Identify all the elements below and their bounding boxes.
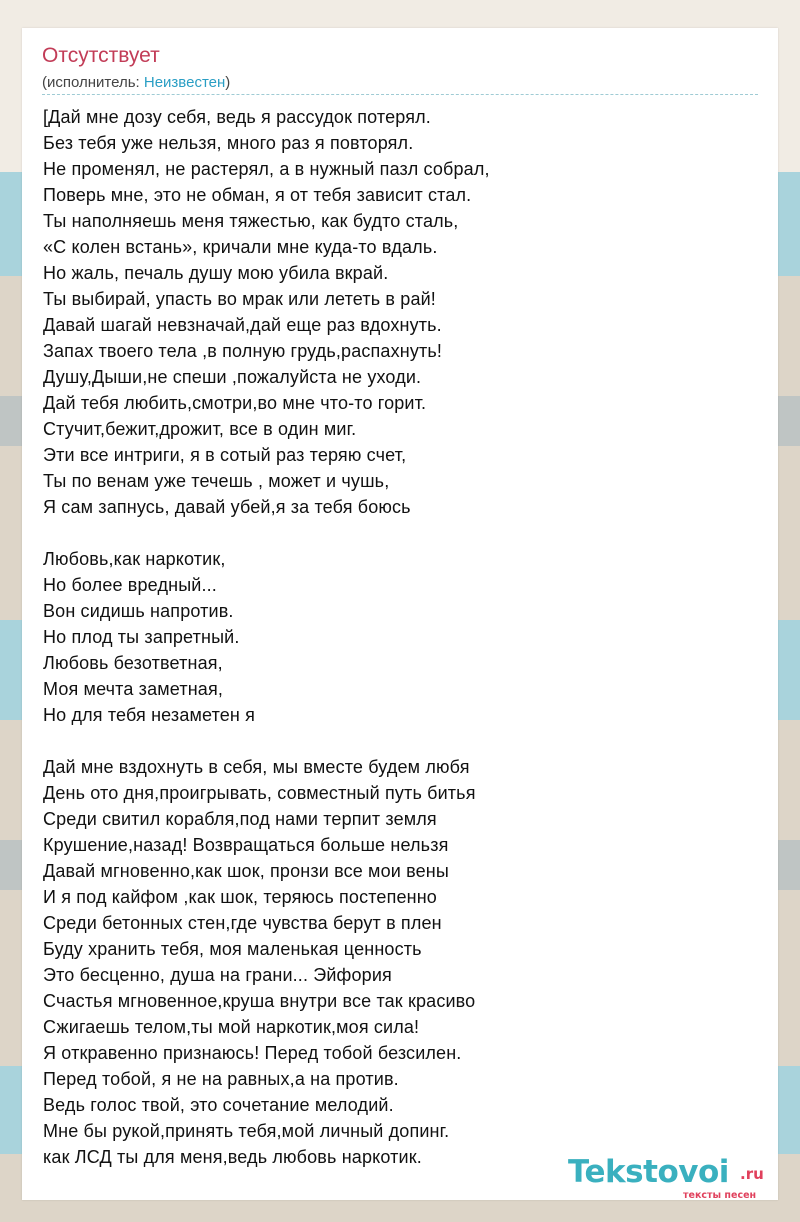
lyric-line: Но жаль, печаль душу мою убила вкрай. [43, 263, 389, 283]
lyric-line: Ведь голос твой, это сочетание мелодий. [43, 1095, 394, 1115]
lyric-line: Без тебя уже нельзя, много раз я повторял. [43, 133, 414, 153]
lyrics-text [43, 104, 763, 1170]
lyric-line: Любовь безответная, [43, 653, 223, 673]
lyric-line: И я под кайфом ,как шок, теряюсь постепенно [43, 887, 437, 907]
lyric-line: Дай мне вздохнуть в себя, мы вместе будем любя [43, 757, 470, 777]
lyric-line: Среди бетонных стен,где чувства берут в плен [43, 913, 442, 933]
lyric-line: Ты по венам уже течешь , может и чушь, [43, 471, 390, 491]
logo-tld: .ru [740, 1165, 764, 1183]
lyric-line: Но более вредный... [43, 575, 217, 595]
lyric-line: Я откравенно признаюсь! Перед тобой безсилен. [43, 1043, 462, 1063]
lyric-line: Ты наполняешь меня тяжестью, как будто сталь, [43, 211, 459, 231]
header-divider [42, 94, 758, 95]
lyric-line: Поверь мне, это не обман, я от тебя зависит стал. [43, 185, 472, 205]
song-title: Отсутствует [42, 44, 160, 67]
lyric-line: Давай шагай невзначай,дай еще раз вдохнуть. [43, 315, 442, 335]
lyric-line: Не променял, не растерял, а в нужный пазл собрал, [43, 159, 490, 179]
artist-line [42, 74, 230, 91]
lyric-line: Крушение,назад! Возвращаться больше нельзя [43, 835, 449, 855]
lyrics-card [22, 28, 778, 1200]
lyric-line: День ото дня,проигрывать, совместный путь битья [43, 783, 476, 803]
lyric-line: Душу,Дыши,не спеши ,пожалуйста не уходи. [43, 367, 422, 387]
lyric-line: Но для тебя незаметен я [43, 705, 256, 725]
lyric-line [43, 520, 763, 546]
artist-prefix: (исполнитель: [42, 74, 144, 91]
lyric-line: Эти все интриги, я в сотый раз теряю счет, [43, 445, 407, 465]
lyric-line: Дай тебя любить,смотри,во мне что-то горит. [43, 393, 427, 413]
lyric-line: Любовь,как наркотик, [43, 549, 226, 569]
lyric-line: «С колен встань», кричали мне куда-то вдаль. [43, 237, 438, 257]
artist-link[interactable]: Неизвестен [143, 74, 226, 91]
lyric-line: [Дай мне дозу себя, ведь я рассудок потерял. [43, 107, 431, 127]
lyric-line: Сжигаешь телом,ты мой наркотик,моя сила! [43, 1017, 420, 1037]
site-logo[interactable] [568, 1154, 778, 1200]
lyric-line: Мне бы рукой,принять тебя,мой личный допинг. [43, 1121, 450, 1141]
lyric-line: Я сам запнусь, давай убей,я за тебя боюсь [43, 497, 411, 517]
artist-suffix: ) [225, 74, 231, 91]
logo-tagline: тексты песен [683, 1190, 757, 1201]
lyric-line: Стучит,бежит,дрожит, все в один миг. [43, 419, 357, 439]
lyric-line: Давай мгновенно,как шок, пронзи все мои вены [43, 861, 449, 881]
lyric-line: Среди свитил корабля,под нами терпит земля [43, 809, 437, 829]
lyric-line: как ЛСД ты для меня,ведь любовь наркотик. [43, 1147, 422, 1167]
lyric-line: Счастья мгновенное,круша внутри все так красиво [43, 991, 476, 1011]
lyric-line [43, 728, 763, 754]
logo-name: Tekstovoi [568, 1154, 729, 1190]
lyric-line: Моя мечта заметная, [43, 679, 224, 699]
lyric-line: Вон сидишь напротив. [43, 601, 234, 621]
lyric-line: Буду хранить тебя, моя маленькая ценность [43, 939, 422, 959]
lyric-line: Перед тобой, я не на равных,а на против. [43, 1069, 399, 1089]
lyric-line: Ты выбирай, упасть во мрак или лететь в рай! [43, 289, 436, 309]
lyric-line: Но плод ты запретный. [43, 627, 240, 647]
lyric-line: Запах твоего тела ,в полную грудь,распахнуть! [43, 341, 443, 361]
lyric-line: Это бесценно, душа на грани... Эйфория [43, 965, 392, 985]
